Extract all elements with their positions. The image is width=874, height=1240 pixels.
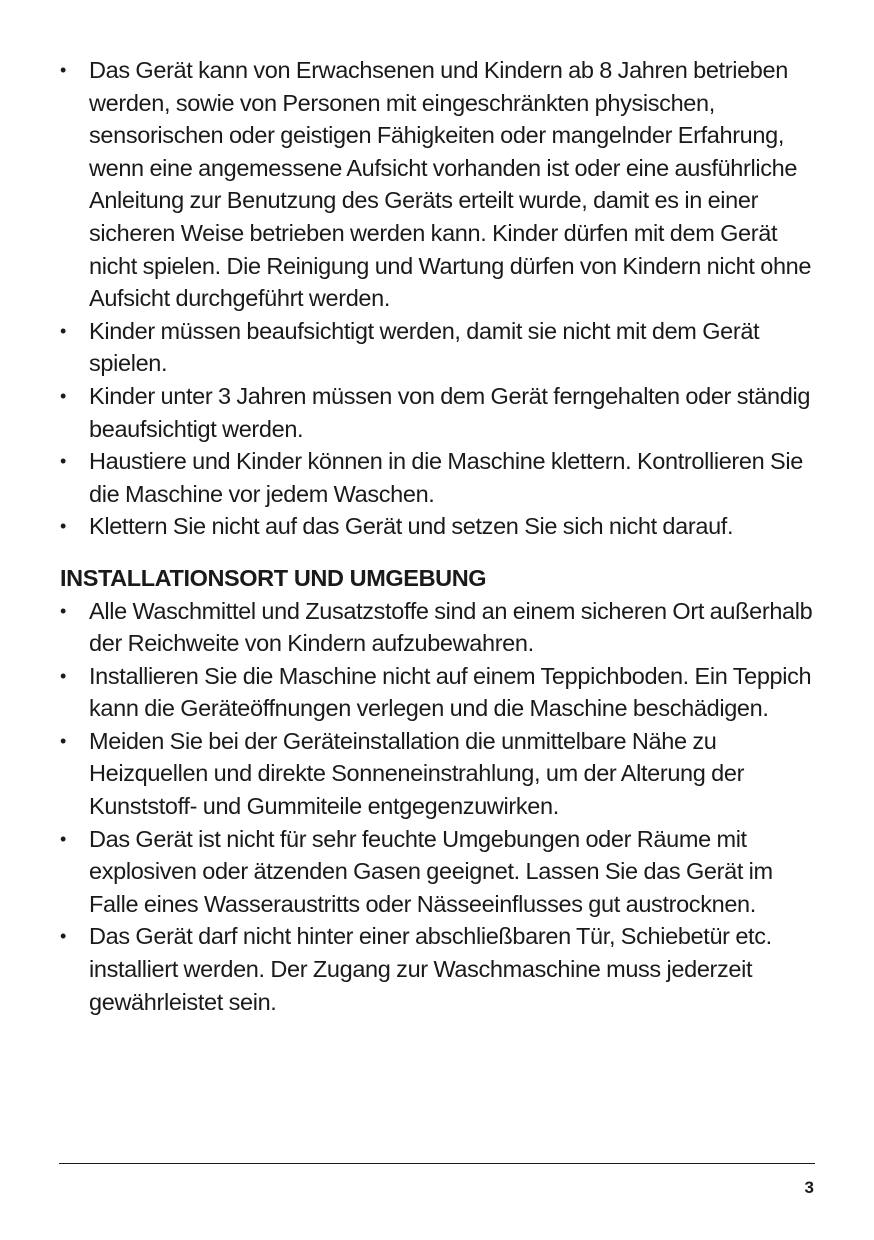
- bullet-icon: •: [60, 600, 66, 621]
- bullet-icon: •: [60, 516, 66, 537]
- bullet-icon: •: [60, 320, 66, 341]
- list-item: [60, 380, 820, 445]
- list-item-text: Das Gerät ist nicht für sehr feuchte Umgebungen oder Räume mit explosiven oder ätzenden Gasen geeignet. Lassen Sie das Gerät im Falle eines Wasseraustritts oder Nässeeinflusses gut austrocknen.: [89, 825, 773, 917]
- list-item-text: Alle Waschmittel und Zusatzstoffe sind an einem sicheren Ort außerhalb der Reichweite von Kindern aufzubewahren.: [89, 597, 813, 657]
- list-item-text: Klettern Sie nicht auf das Gerät und setzen Sie sich nicht darauf.: [89, 513, 734, 540]
- installation-list: [60, 595, 820, 1019]
- list-item: [60, 920, 820, 1018]
- list-item: [60, 445, 820, 510]
- page-content: [60, 54, 820, 1018]
- list-item: [60, 54, 820, 315]
- list-item-text: Haustiere und Kinder können in die Maschine klettern. Kontrollieren Sie die Maschine vor jedem Waschen.: [89, 448, 803, 507]
- bullet-icon: •: [60, 665, 66, 686]
- section-heading: INSTALLATIONSORT UND UMGEBUNG: [60, 564, 487, 591]
- bullet-icon: •: [60, 60, 66, 80]
- list-item: [60, 823, 820, 921]
- list-item: [60, 595, 820, 660]
- bullet-icon: •: [60, 926, 66, 947]
- list-item: [60, 315, 820, 380]
- list-item-text: Kinder unter 3 Jahren müssen von dem Gerät ferngehalten oder ständig beaufsichtigt werden.: [89, 382, 811, 442]
- bullet-icon: •: [60, 451, 66, 472]
- list-item-text: Kinder müssen beaufsichtigt werden, damit sie nicht mit dem Gerät spielen.: [89, 317, 760, 377]
- list-item: [60, 660, 820, 725]
- page-number: 3: [804, 1178, 814, 1197]
- list-item-text: Meiden Sie bei der Geräteinstallation die unmittelbare Nähe zu Heizquellen und direkte Sonneneinstrahlung, um der Alterung der Kunststoff- und Gummiteile entgegenzuwirken.: [89, 727, 745, 820]
- list-item-text: Das Gerät kann von Erwachsenen und Kindern ab 8 Jahren betrieben werden, sowie von Personen mit eingeschränkten physischen, sensorischen oder geistigen Fähigkeiten oder mangelnder Erfahrung, wenn eine angemessene Aufsicht vorhanden ist oder eine ausführliche Anleitung zur Benutzung des Geräts erteilt wurde, damit es in einer sicheren Weise betrieben werden kann. Kinder dürfen mit dem Gerät nicht spielen. Die Reinigung und Wartung dürfen von Kindern nicht ohne Aufsicht durchgeführt werden.: [89, 57, 812, 312]
- bullet-icon: •: [60, 730, 66, 751]
- list-item-text: Installieren Sie die Maschine nicht auf einem Teppichboden. Ein Teppich kann die Geräteöffnungen verlegen und die Maschine beschädigen.: [89, 662, 812, 722]
- safety-list: [60, 54, 820, 543]
- bullet-icon: •: [60, 385, 66, 406]
- footer-divider: [59, 1163, 815, 1164]
- list-item: [60, 725, 820, 823]
- bullet-icon: •: [60, 828, 66, 849]
- list-item: [60, 510, 820, 543]
- list-item-text: Das Gerät darf nicht hinter einer abschließbaren Tür, Schiebetür etc. installiert werden. Der Zugang zur Waschmaschine muss jederzeit gewährleistet sein.: [89, 923, 772, 1015]
